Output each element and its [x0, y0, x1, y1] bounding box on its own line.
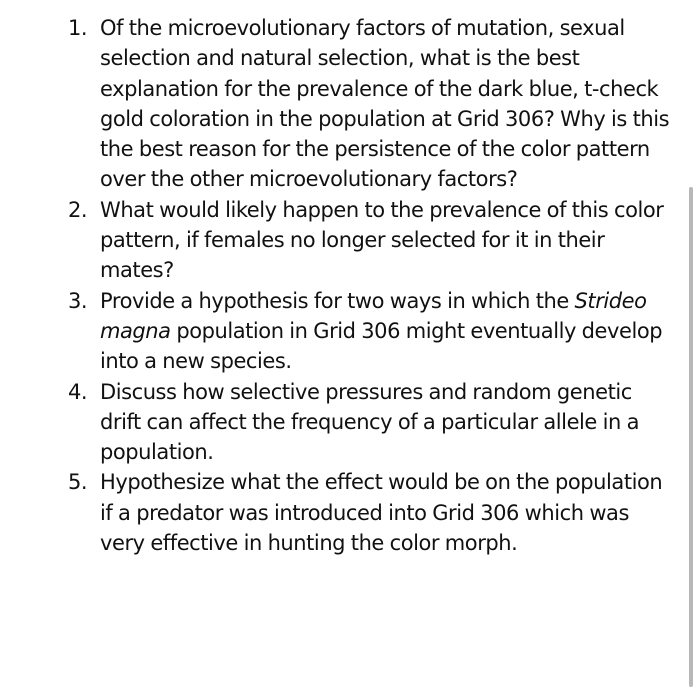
question-number: 5. [68, 470, 88, 495]
question-item-2 [0, 195, 700, 286]
question-number: 1. [68, 16, 88, 40]
question-text: Discuss how selective pressures and random genetic drift can affect the frequency of a particular allele in a population. [100, 379, 640, 465]
species-name: Strideo magna [100, 288, 647, 343]
question-item-4 [0, 377, 700, 468]
question-text: Of the microevolutionary factors of mutation, sexual selection and natural selection, what is the best explanation for the prevalence of the dark blue, t-check gold coloration in the population at Grid 306? Why is this the best reason for the persistence of the color pattern over the other microevolutionary factors? [100, 16, 670, 192]
question-text: Hypothesize what the effect would be on the population if a predator was introduced into Grid 306 which was very effective in hunting the color morph. [100, 470, 663, 556]
scrollbar[interactable] [689, 187, 693, 687]
question-item-1 [0, 13, 700, 195]
question-number: 3. [68, 288, 88, 313]
question-list [0, 13, 700, 558]
question-text: What would likely happen to the prevalence of this color pattern, if females no longer selected for it in their mates? [100, 197, 664, 283]
question-text-after: population in Grid 306 might eventually develop into a new species. [100, 318, 663, 374]
question-number: 4. [68, 379, 88, 404]
question-text-before: Provide a hypothesis for two ways in which the [100, 288, 575, 313]
question-item-3 [0, 286, 700, 377]
question-text [100, 289, 662, 374]
question-number: 2. [68, 197, 88, 222]
question-item-5 [0, 467, 700, 558]
